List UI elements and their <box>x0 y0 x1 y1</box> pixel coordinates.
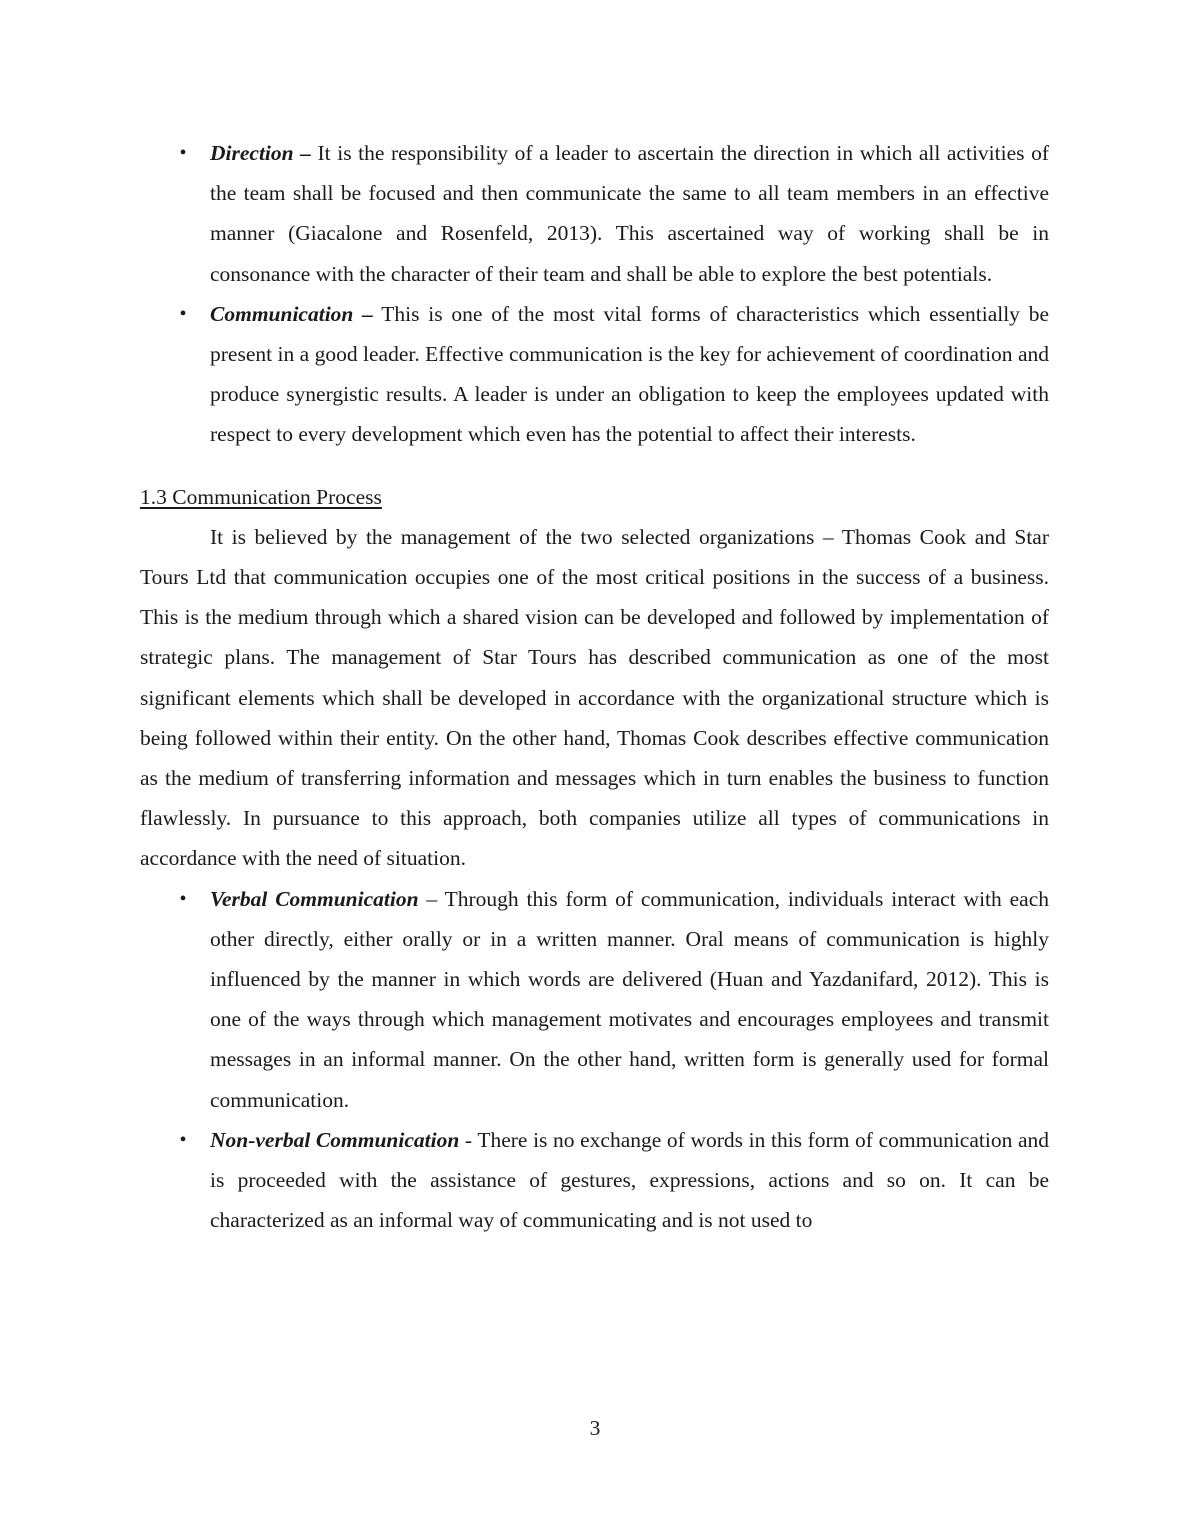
bullet-term: Communication – <box>210 301 373 326</box>
bullet-icon: • <box>179 1128 187 1151</box>
bullet-text: - There is no exchange of words in this form of communication and is proceeded with the assistance of gestures, expressions, actions and so on. It can be characterized as an informal way of communicating and is not used to <box>210 1127 1049 1233</box>
bullet-term: Non-verbal Communication <box>210 1127 460 1152</box>
section-heading: 1.3 Communication Process <box>140 484 382 509</box>
bullet-term: Verbal Communication <box>210 886 419 911</box>
bullet-icon: • <box>179 887 187 910</box>
bullet-communication <box>140 294 1049 455</box>
communication-types-list <box>140 879 1049 1241</box>
bullet-text: This is one of the most vital forms of characteristics which essentially be present in a good leader. Effective communication is the key for achievement of coordination and produce synergistic results. A leader is under an obligation to keep the employees updated with respect to every development which even has the potential to affect their interests. <box>210 301 1049 447</box>
page-content <box>140 133 1049 1240</box>
bullet-direction <box>140 133 1049 294</box>
page-number: 3 <box>589 1416 601 1440</box>
bullet-text: – Through this form of communication, individuals interact with each other directly, either orally or in a written manner. Oral means of communication is highly influenced by the manner in which words are delivered (Huan and Yazdanifard, 2012). This is one of the ways through which management motivates and encourages employees and transmit messages in an informal manner. On the other hand, written form is generally used for formal communication. <box>210 886 1050 1112</box>
bullet-icon: • <box>179 302 187 325</box>
body-paragraph: It is believed by the management of the two selected organizations – Thomas Cook and Star Tours Ltd that communication occupies one of the most critical positions in the success of a business. This is the medium through which a shared vision can be developed and followed by implementation of strategic plans. The management of Star Tours has described communication as one of the most significant elements which shall be developed in accordance with the organizational structure which is being followed within their entity. On the other hand, Thomas Cook describes effective communication as the medium of transferring information and messages which in turn enables the business to function flawlessly. In pursuance to this approach, both companies utilize all types of communications in accordance with the need of situation. <box>140 524 1049 871</box>
bullet-term: Direction – <box>210 141 311 165</box>
bullet-non-verbal-communication <box>140 1120 1049 1241</box>
bullet-verbal-communication <box>140 879 1049 1120</box>
leadership-bullet-list <box>140 133 1049 455</box>
bullet-text: It is the responsibility of a leader to ascertain the direction in which all activities of the team shall be focused and then communicate the same to all team members in an effective manner (Giacalone and Rosenfeld, 2013). This ascertained way of working shall be in consonance with the character of their team and shall be able to explore the best potentials. <box>210 141 1049 286</box>
bullet-icon: • <box>179 142 187 164</box>
